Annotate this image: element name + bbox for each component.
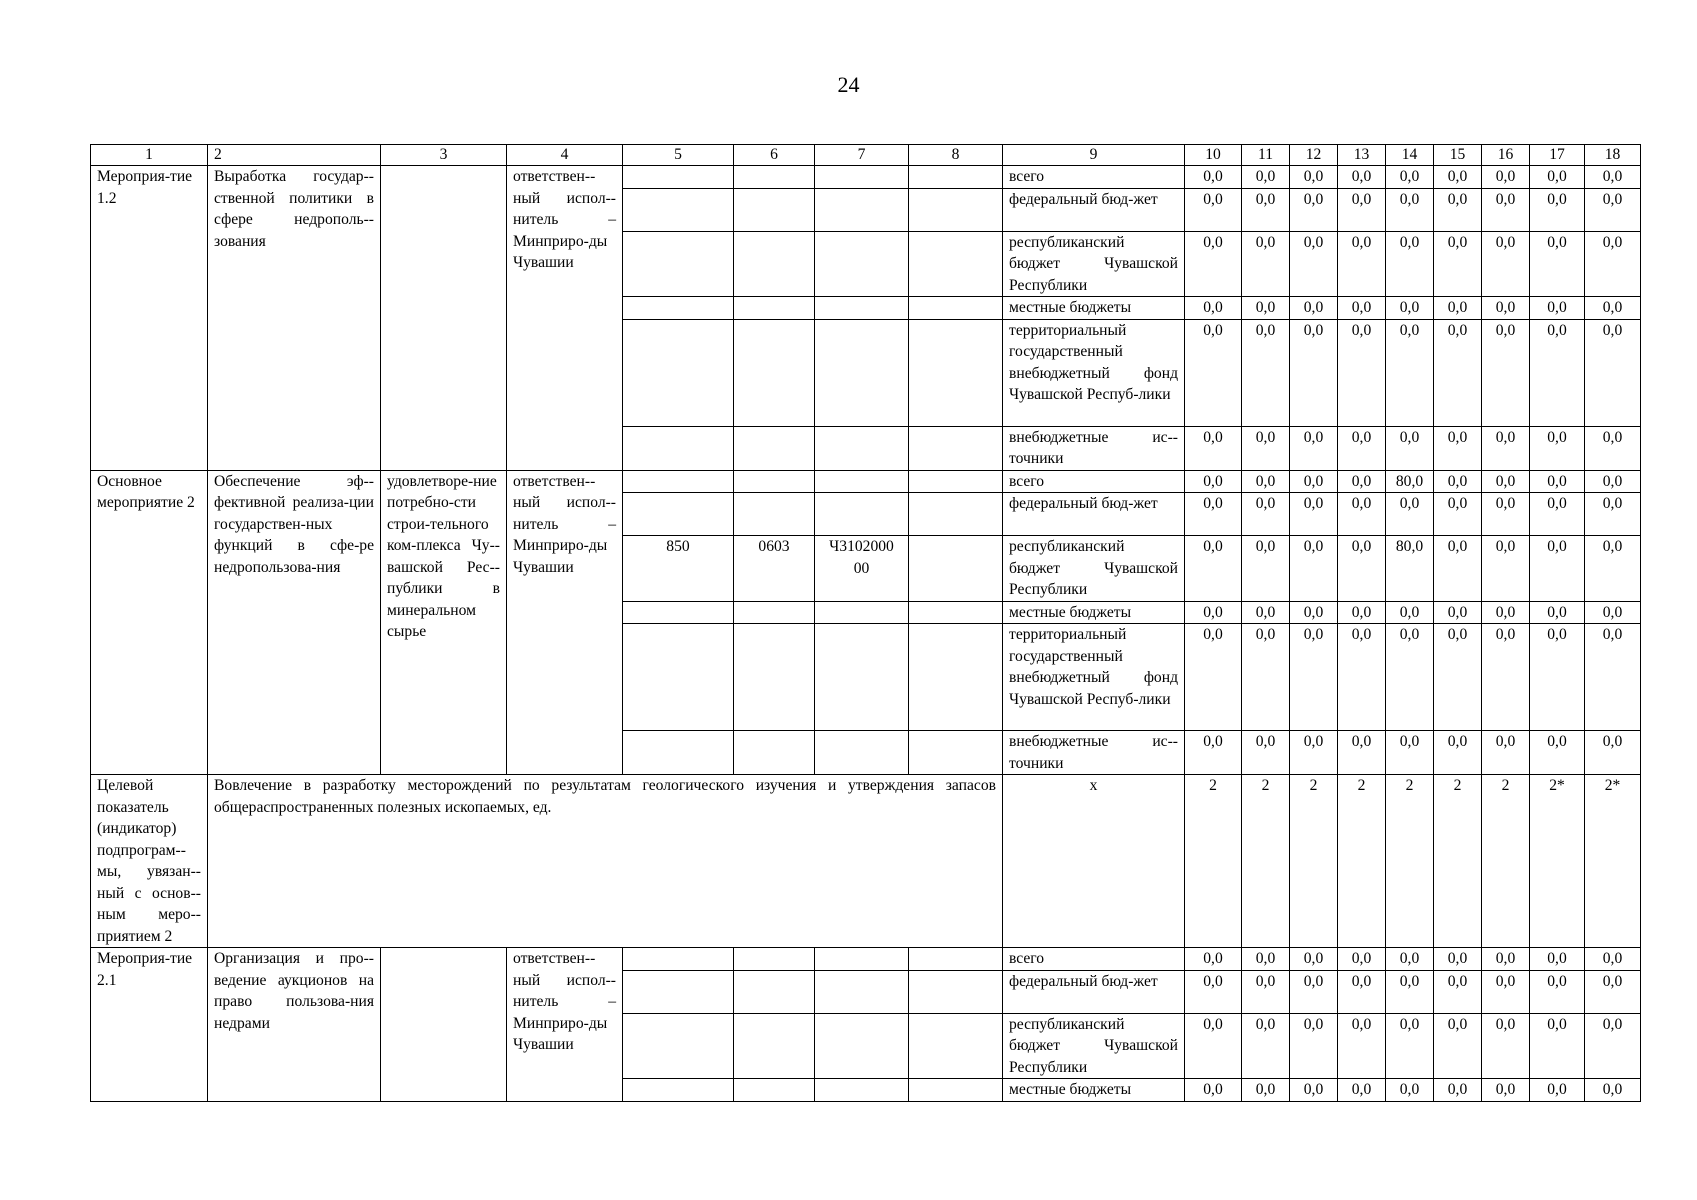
value-cell: 0,0: [1482, 1079, 1530, 1102]
value-cell: 0,0: [1530, 426, 1585, 470]
funding-source-label: местные бюджеты: [1003, 601, 1185, 624]
value-cell: 0,0: [1434, 231, 1482, 297]
budget-code-cell: [909, 948, 1003, 971]
value-cell: 0,0: [1290, 948, 1338, 971]
value-cell: 0,0: [1386, 188, 1434, 231]
value-cell: 0,0: [1585, 166, 1641, 189]
value-cell: 0,0: [1338, 1079, 1386, 1102]
value-cell: 0,0: [1530, 970, 1585, 1013]
budget-code-cell: [734, 624, 815, 731]
value-cell: 0,0: [1482, 493, 1530, 536]
value-cell: 0,0: [1290, 601, 1338, 624]
funding-source-label: всего: [1003, 166, 1185, 189]
value-cell: 0,0: [1338, 1013, 1386, 1079]
value-cell: 0,0: [1185, 731, 1242, 775]
value-cell: 0,0: [1585, 319, 1641, 426]
value-cell: 0,0: [1434, 1013, 1482, 1079]
budget-code-cell: [909, 493, 1003, 536]
budget-code-cell: [909, 188, 1003, 231]
budget-code-cell: [909, 624, 1003, 731]
value-cell: 0,0: [1242, 601, 1290, 624]
value-cell: 0,0: [1290, 426, 1338, 470]
budget-code-cell: [815, 297, 909, 320]
header-cell: 16: [1482, 145, 1530, 166]
funding-source-label: республиканский бюджет Чувашской Республики: [1003, 231, 1185, 297]
value-cell: 0,0: [1482, 624, 1530, 731]
value-cell: 0,0: [1585, 1079, 1641, 1102]
budget-code-cell: [909, 426, 1003, 470]
value-cell: 0,0: [1482, 231, 1530, 297]
value-cell: 0,0: [1290, 231, 1338, 297]
budget-code-cell: [623, 297, 734, 320]
value-cell: 0,0: [1434, 470, 1482, 493]
value-cell: 0,0: [1386, 731, 1434, 775]
value-cell: 0,0: [1585, 493, 1641, 536]
value-cell: 0,0: [1530, 601, 1585, 624]
header-cell: 13: [1338, 145, 1386, 166]
value-cell: 0,0: [1585, 470, 1641, 493]
value-cell: 0,0: [1482, 601, 1530, 624]
funding-source-label: федеральный бюд-жет: [1003, 188, 1185, 231]
header-cell: 7: [815, 145, 909, 166]
budget-code-cell: [734, 297, 815, 320]
value-cell: 0,0: [1242, 166, 1290, 189]
value-cell: 0,0: [1530, 948, 1585, 971]
value-cell: 0,0: [1290, 970, 1338, 1013]
value-cell: 0,0: [1434, 319, 1482, 426]
budget-code-cell: [909, 319, 1003, 426]
activity-name: Организация и про-ведение аукционов на право пользова-ния недрами: [208, 948, 381, 1102]
value-cell: 0,0: [1290, 624, 1338, 731]
value-cell: 0,0: [1290, 731, 1338, 775]
value-cell: 0,0: [1530, 493, 1585, 536]
funding-source-label: всего: [1003, 948, 1185, 971]
funding-source-label: республиканский бюджет Чувашской Республики: [1003, 1013, 1185, 1079]
budget-code-cell: [815, 731, 909, 775]
header-cell: 1: [91, 145, 208, 166]
table-row: [91, 470, 1641, 493]
value-cell: 0,0: [1434, 493, 1482, 536]
header-cell: 9: [1003, 145, 1185, 166]
header-cell: 14: [1386, 145, 1434, 166]
budget-code-cell: [909, 166, 1003, 189]
value-cell: 0,0: [1434, 536, 1482, 602]
value-cell: 0,0: [1434, 601, 1482, 624]
indicator-value: 2: [1185, 775, 1242, 948]
value-cell: 0,0: [1242, 297, 1290, 320]
value-cell: 0,0: [1530, 1013, 1585, 1079]
value-cell: 0,0: [1242, 1013, 1290, 1079]
budget-code-cell: [815, 231, 909, 297]
value-cell: 0,0: [1185, 970, 1242, 1013]
indicator-value: 2*: [1530, 775, 1585, 948]
value-cell: 80,0: [1386, 470, 1434, 493]
indicator-value: 2: [1482, 775, 1530, 948]
value-cell: 0,0: [1386, 231, 1434, 297]
budget-code-cell: [909, 297, 1003, 320]
value-cell: 0,0: [1434, 731, 1482, 775]
value-cell: 0,0: [1530, 470, 1585, 493]
budget-code-cell: [623, 1079, 734, 1102]
value-cell: 0,0: [1185, 601, 1242, 624]
value-cell: 0,0: [1338, 624, 1386, 731]
activity-type: Основное мероприятие 2: [91, 470, 208, 775]
activity-name: Выработка государ-ственной политики в сфере недрополь-зования: [208, 166, 381, 471]
budget-code-cell: [623, 970, 734, 1013]
budget-code-cell: [909, 231, 1003, 297]
value-cell: 0,0: [1338, 536, 1386, 602]
value-cell: 0,0: [1434, 970, 1482, 1013]
value-cell: 0,0: [1338, 493, 1386, 536]
value-cell: 0,0: [1434, 426, 1482, 470]
budget-code-cell: Ч3102000 00: [815, 536, 909, 602]
value-cell: 0,0: [1242, 948, 1290, 971]
activity-type: Мероприя-тие 2.1: [91, 948, 208, 1102]
budget-code-cell: [623, 319, 734, 426]
budget-code-cell: [909, 1013, 1003, 1079]
value-cell: 0,0: [1482, 166, 1530, 189]
value-cell: 0,0: [1242, 426, 1290, 470]
value-cell: 0,0: [1585, 948, 1641, 971]
funding-source-label: местные бюджеты: [1003, 1079, 1185, 1102]
budget-code-cell: [623, 231, 734, 297]
budget-code-cell: [623, 470, 734, 493]
header-cell: 8: [909, 145, 1003, 166]
value-cell: 0,0: [1242, 319, 1290, 426]
value-cell: 0,0: [1530, 536, 1585, 602]
value-cell: 0,0: [1185, 426, 1242, 470]
funding-source-label: местные бюджеты: [1003, 297, 1185, 320]
value-cell: 0,0: [1434, 188, 1482, 231]
value-cell: 0,0: [1530, 624, 1585, 731]
value-cell: 0,0: [1530, 1079, 1585, 1102]
value-cell: 0,0: [1530, 731, 1585, 775]
value-cell: 0,0: [1290, 536, 1338, 602]
value-cell: 0,0: [1434, 624, 1482, 731]
indicator-value: 2: [1242, 775, 1290, 948]
value-cell: 0,0: [1482, 319, 1530, 426]
value-cell: 0,0: [1242, 493, 1290, 536]
value-cell: 0,0: [1482, 970, 1530, 1013]
value-cell: 0,0: [1585, 624, 1641, 731]
header-row: [91, 145, 1641, 166]
value-cell: 0,0: [1585, 1013, 1641, 1079]
budget-code-cell: [734, 1013, 815, 1079]
funding-source-label: территориальный государственный внебюджетный фонд Чувашской Респуб-лики: [1003, 319, 1185, 426]
budget-code-cell: 0603: [734, 536, 815, 602]
value-cell: 0,0: [1338, 470, 1386, 493]
indicator-value: 2: [1290, 775, 1338, 948]
page-number: 24: [837, 72, 860, 97]
value-cell: 0,0: [1386, 166, 1434, 189]
budget-code-cell: [815, 319, 909, 426]
value-cell: 0,0: [1338, 166, 1386, 189]
budget-code-cell: [734, 231, 815, 297]
value-cell: 0,0: [1290, 319, 1338, 426]
funding-source-label: внебюджетные ис-точники: [1003, 731, 1185, 775]
budget-code-cell: [623, 601, 734, 624]
indicator-label: Целевой показатель (индикатор) подпрограм-мы, увязан-ный с основ-ным меро-приятием 2: [91, 775, 208, 948]
value-cell: 0,0: [1434, 297, 1482, 320]
value-cell: 0,0: [1242, 470, 1290, 493]
value-cell: 0,0: [1434, 1079, 1482, 1102]
budget-code-cell: [909, 1079, 1003, 1102]
value-cell: 0,0: [1290, 493, 1338, 536]
value-cell: 0,0: [1530, 166, 1585, 189]
value-cell: 0,0: [1585, 970, 1641, 1013]
value-cell: 0,0: [1242, 624, 1290, 731]
value-cell: 0,0: [1482, 731, 1530, 775]
funding-source-label: всего: [1003, 470, 1185, 493]
budget-code-cell: [623, 166, 734, 189]
budget-code-cell: [909, 601, 1003, 624]
value-cell: 0,0: [1338, 188, 1386, 231]
value-cell: 80,0: [1386, 536, 1434, 602]
budget-code-cell: [623, 493, 734, 536]
value-cell: 0,0: [1386, 297, 1434, 320]
value-cell: 0,0: [1290, 1079, 1338, 1102]
value-cell: 0,0: [1386, 426, 1434, 470]
funding-source-label: федеральный бюд-жет: [1003, 970, 1185, 1013]
value-cell: 0,0: [1482, 426, 1530, 470]
activity-type: Мероприя-тие 1.2: [91, 166, 208, 471]
value-cell: 0,0: [1386, 624, 1434, 731]
value-cell: 0,0: [1530, 188, 1585, 231]
value-cell: 0,0: [1386, 493, 1434, 536]
header-cell: 4: [507, 145, 623, 166]
budget-code-cell: [815, 1013, 909, 1079]
value-cell: 0,0: [1482, 297, 1530, 320]
value-cell: 0,0: [1482, 536, 1530, 602]
indicator-col9: х: [1003, 775, 1185, 948]
value-cell: 0,0: [1338, 319, 1386, 426]
funding-source-label: территориальный государственный внебюджетный фонд Чувашской Респуб-лики: [1003, 624, 1185, 731]
budget-code-cell: [734, 166, 815, 189]
indicator-value: 2: [1338, 775, 1386, 948]
value-cell: 0,0: [1185, 231, 1242, 297]
budget-code-cell: [623, 731, 734, 775]
budget-code-cell: [909, 731, 1003, 775]
budget-code-cell: [815, 624, 909, 731]
header-cell: 3: [381, 145, 507, 166]
value-cell: 0,0: [1290, 188, 1338, 231]
value-cell: 0,0: [1530, 297, 1585, 320]
budget-code-cell: [909, 536, 1003, 602]
indicator-value: 2: [1434, 775, 1482, 948]
activity-executor: ответствен-ный испол-нитель – Минприро-ды Чувашии: [507, 948, 623, 1102]
header-cell: 12: [1290, 145, 1338, 166]
activity-executor: ответствен-ный испол-нитель – Минприро-ды Чувашии: [507, 470, 623, 775]
value-cell: 0,0: [1185, 493, 1242, 536]
value-cell: 0,0: [1242, 188, 1290, 231]
value-cell: 0,0: [1242, 1079, 1290, 1102]
indicator-row: [91, 775, 1641, 948]
value-cell: 0,0: [1290, 166, 1338, 189]
header-cell: 17: [1530, 145, 1585, 166]
header-cell: 11: [1242, 145, 1290, 166]
header-cell: 6: [734, 145, 815, 166]
value-cell: 0,0: [1290, 1013, 1338, 1079]
activity-goal: [381, 948, 507, 1102]
value-cell: 0,0: [1338, 426, 1386, 470]
value-cell: 0,0: [1338, 601, 1386, 624]
value-cell: 0,0: [1386, 601, 1434, 624]
value-cell: 0,0: [1338, 731, 1386, 775]
budget-code-cell: [623, 188, 734, 231]
indicator-text: Вовлечение в разработку месторождений по результатам геологического изучения и утверждения запасов общераспространенных полезных ископаемых, ед.: [208, 775, 1003, 948]
value-cell: 0,0: [1386, 948, 1434, 971]
value-cell: 0,0: [1386, 319, 1434, 426]
activity-goal: удовлетворе-ние потребно-сти строи-тельного ком-плекса Чу-вашской Рес-публики в минеральном сырье: [381, 470, 507, 775]
budget-code-cell: [734, 470, 815, 493]
value-cell: 0,0: [1185, 319, 1242, 426]
value-cell: 0,0: [1242, 231, 1290, 297]
budget-code-cell: [734, 970, 815, 1013]
budget-code-cell: [815, 1079, 909, 1102]
funding-source-label: республиканский бюджет Чувашской Республики: [1003, 536, 1185, 602]
value-cell: 0,0: [1585, 188, 1641, 231]
budget-code-cell: [815, 166, 909, 189]
budget-code-cell: 850: [623, 536, 734, 602]
value-cell: 0,0: [1242, 970, 1290, 1013]
value-cell: 0,0: [1185, 188, 1242, 231]
budget-code-cell: [815, 188, 909, 231]
value-cell: 0,0: [1338, 231, 1386, 297]
value-cell: 0,0: [1386, 1079, 1434, 1102]
budget-code-cell: [623, 1013, 734, 1079]
funding-source-label: внебюджетные ис-точники: [1003, 426, 1185, 470]
budget-table: [90, 144, 1641, 1102]
table-row: [91, 166, 1641, 189]
budget-code-cell: [623, 426, 734, 470]
budget-code-cell: [815, 970, 909, 1013]
header-cell: 10: [1185, 145, 1242, 166]
budget-code-cell: [734, 948, 815, 971]
budget-code-cell: [815, 426, 909, 470]
activity-name: Обеспечение эф-фективной реализа-ции государствен-ных функций в сфе-ре недропользова-ния: [208, 470, 381, 775]
value-cell: 0,0: [1585, 536, 1641, 602]
value-cell: 0,0: [1386, 970, 1434, 1013]
value-cell: 0,0: [1585, 731, 1641, 775]
value-cell: 0,0: [1585, 426, 1641, 470]
budget-code-cell: [815, 493, 909, 536]
budget-code-cell: [815, 948, 909, 971]
value-cell: 0,0: [1242, 731, 1290, 775]
value-cell: 0,0: [1482, 470, 1530, 493]
budget-code-cell: [623, 624, 734, 731]
value-cell: 0,0: [1185, 536, 1242, 602]
budget-code-cell: [815, 601, 909, 624]
header-cell: 15: [1434, 145, 1482, 166]
value-cell: 0,0: [1338, 970, 1386, 1013]
value-cell: 0,0: [1386, 1013, 1434, 1079]
budget-code-cell: [909, 970, 1003, 1013]
value-cell: 0,0: [1185, 470, 1242, 493]
value-cell: 0,0: [1242, 536, 1290, 602]
header-cell: 2: [208, 145, 381, 166]
funding-source-label: федеральный бюд-жет: [1003, 493, 1185, 536]
value-cell: 0,0: [1338, 297, 1386, 320]
value-cell: 0,0: [1185, 624, 1242, 731]
value-cell: 0,0: [1185, 166, 1242, 189]
activity-executor: ответствен-ный испол-нитель – Минприро-ды Чувашии: [507, 166, 623, 471]
value-cell: 0,0: [1585, 601, 1641, 624]
value-cell: 0,0: [1482, 948, 1530, 971]
budget-code-cell: [734, 426, 815, 470]
indicator-value: 2: [1386, 775, 1434, 948]
value-cell: 0,0: [1338, 948, 1386, 971]
header-cell: 5: [623, 145, 734, 166]
budget-code-cell: [815, 470, 909, 493]
value-cell: 0,0: [1185, 948, 1242, 971]
budget-code-cell: [734, 319, 815, 426]
table-row: [91, 948, 1641, 971]
value-cell: 0,0: [1434, 948, 1482, 971]
value-cell: 0,0: [1185, 1013, 1242, 1079]
budget-code-cell: [734, 731, 815, 775]
value-cell: 0,0: [1482, 1013, 1530, 1079]
indicator-value: 2*: [1585, 775, 1641, 948]
value-cell: 0,0: [1530, 319, 1585, 426]
value-cell: 0,0: [1530, 231, 1585, 297]
value-cell: 0,0: [1482, 188, 1530, 231]
value-cell: 0,0: [1185, 297, 1242, 320]
budget-code-cell: [623, 948, 734, 971]
budget-code-cell: [734, 188, 815, 231]
value-cell: 0,0: [1290, 297, 1338, 320]
budget-code-cell: [909, 470, 1003, 493]
value-cell: 0,0: [1434, 166, 1482, 189]
budget-code-cell: [734, 601, 815, 624]
value-cell: 0,0: [1290, 470, 1338, 493]
value-cell: 0,0: [1585, 297, 1641, 320]
header-cell: 18: [1585, 145, 1641, 166]
budget-code-cell: [734, 493, 815, 536]
value-cell: 0,0: [1585, 231, 1641, 297]
budget-code-cell: [734, 1079, 815, 1102]
activity-goal: [381, 166, 507, 471]
value-cell: 0,0: [1185, 1079, 1242, 1102]
